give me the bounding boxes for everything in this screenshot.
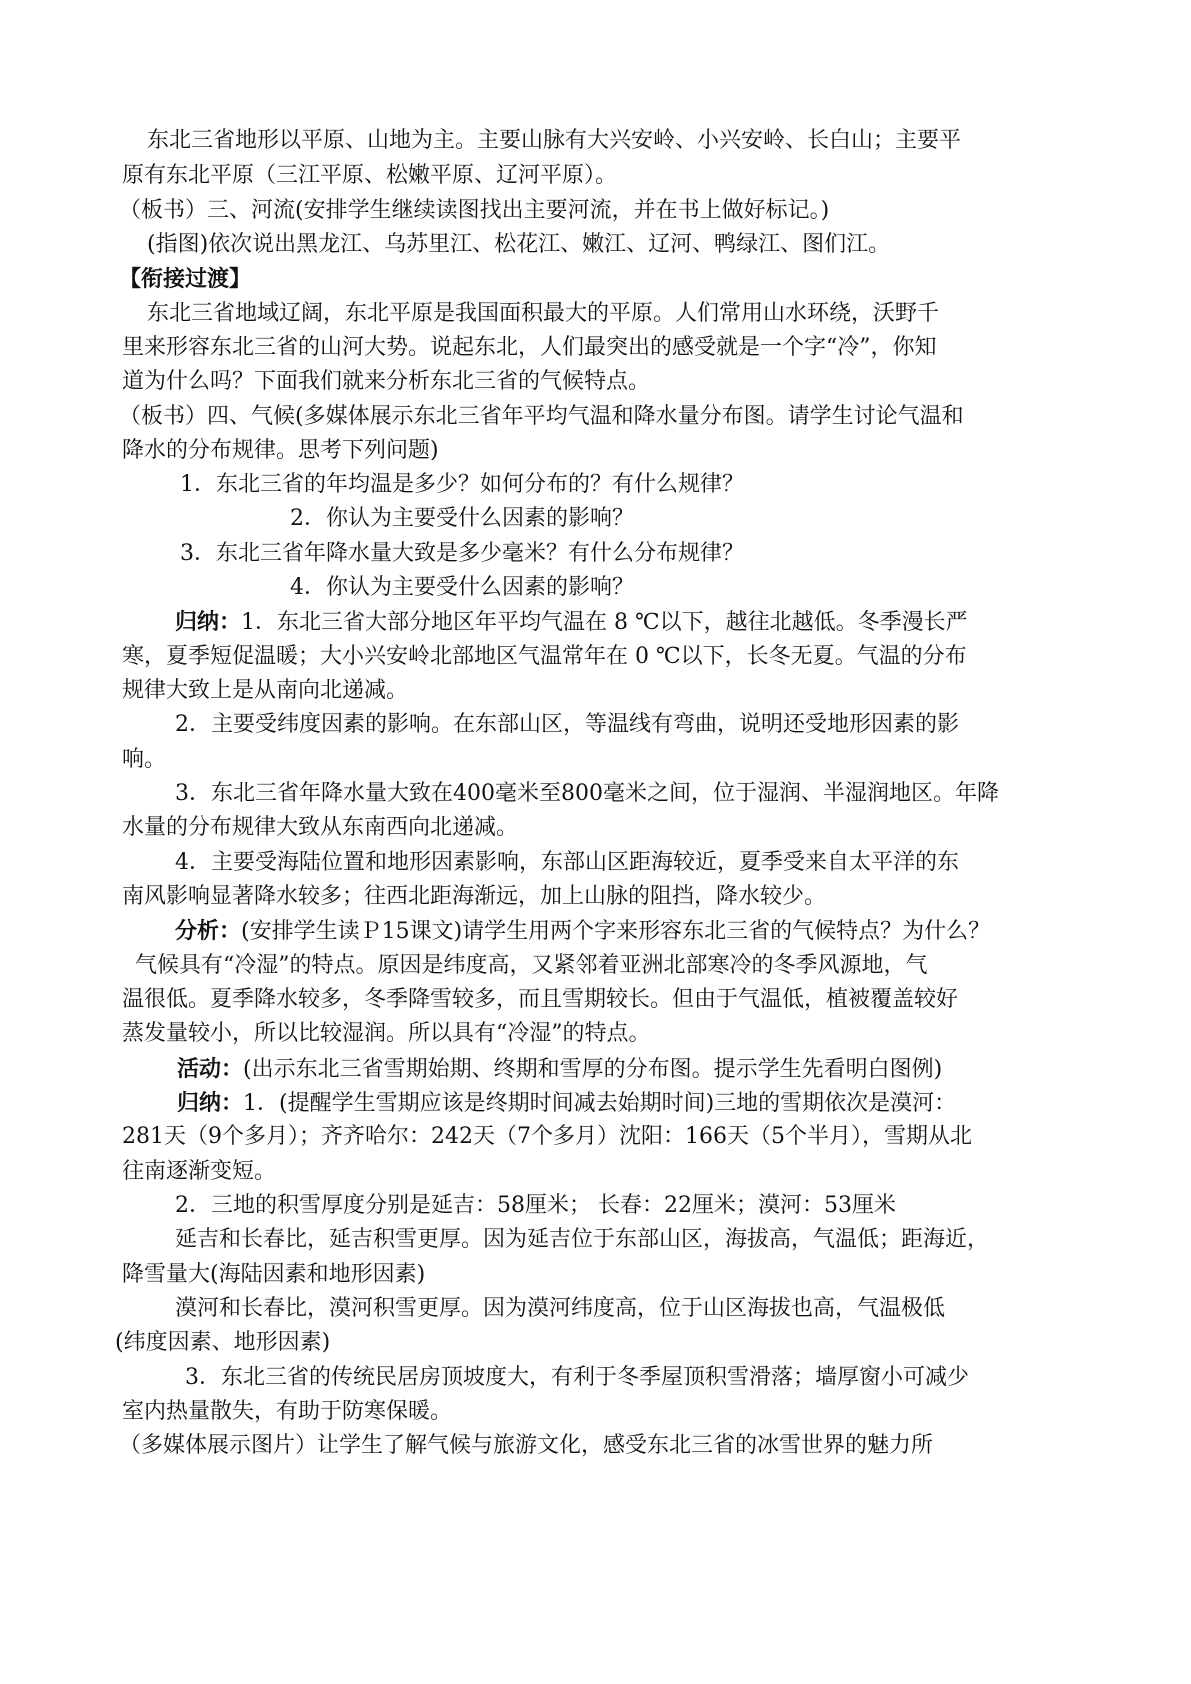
text-line: 归纳：1．(提醒学生雪期应该是终期时间减去始期时间)三地的雪期依次是漠河：	[177, 1090, 957, 1116]
text-line: 往南逐渐变短。	[122, 1159, 277, 1184]
text-line: 室内热量散失，有助于防寒保暖。	[122, 1399, 453, 1424]
text-line: （板书）三、河流(安排学生继续读图找出主要河流，并在书上做好标记。)	[119, 198, 830, 223]
text-line: 活动：(出示东北三省雪期始期、终期和雪厚的分布图。提示学生先看明白图例)	[177, 1056, 943, 1082]
section-heading: 【衔接过渡】	[119, 266, 252, 292]
text-line: 气候具有“冷湿”的特点。原因是纬度高，又紧邻着亚洲北部寒冷的冬季风源地，气	[135, 953, 928, 978]
text-line: 2．三地的积雪厚度分别是延吉：58厘米； 长春：22厘米；漠河：53厘米	[175, 1193, 896, 1218]
text-line: 降水的分布规律。思考下列问题)	[122, 438, 439, 463]
activity-label: 活动：	[177, 1056, 244, 1082]
text-line: (纬度因素、地形因素)	[115, 1330, 331, 1355]
text-line: 水量的分布规律大致从东南西向北递减。	[122, 815, 519, 840]
text-line: 281天（9个多月）；齐齐哈尔：242天（7个多月）沈阳：166天（5个半月），雪期从北	[122, 1124, 972, 1149]
question-item: 1．东北三省的年均温是多少？如何分布的？有什么规律？	[180, 472, 744, 497]
question-item: 2．你认为主要受什么因素的影响？	[290, 506, 634, 531]
text-line: 道为什么吗？下面我们就来分析东北三省的气候特点。	[122, 369, 651, 394]
summary-label: 归纳：	[177, 1090, 244, 1116]
text-line: 3．东北三省的传统民居房顶坡度大，有利于冬季屋顶积雪滑落；墙厚窗小可减少	[185, 1365, 969, 1390]
text-line: （多媒体展示图片）让学生了解气候与旅游文化，感受东北三省的冰雪世界的魅力所	[119, 1433, 934, 1458]
text-line: 原有东北平原（三江平原、松嫩平原、辽河平原）。	[122, 163, 618, 188]
text-line: 归纳：1．东北三省大部分地区年平均气温在 8 ℃以下，越往北越低。冬季漫长严	[175, 609, 968, 635]
text-line: （板书）四、气候(多媒体展示东北三省年平均气温和降水量分布图。请学生讨论气温和	[119, 404, 964, 429]
text-line: 温很低。夏季降水较多，冬季降雪较多，而且雪期较长。但由于气温低，植被覆盖较好	[122, 987, 959, 1012]
text-line: 漠河和长春比，漠河积雪更厚。因为漠河纬度高，位于山区海拔也高，气温极低	[175, 1296, 946, 1321]
analysis-label: 分析：	[175, 918, 242, 944]
question-item: 3．东北三省年降水量大致是多少毫米？有什么分布规律？	[180, 541, 744, 566]
text-line: 延吉和长春比，延吉积雪更厚。因为延吉位于东部山区，海拔高，气温低；距海近，	[175, 1227, 990, 1252]
text-line: 响。	[122, 747, 167, 772]
summary-label: 归纳：	[175, 609, 242, 635]
text-line: 东北三省地形以平原、山地为主。主要山脉有大兴安岭、小兴安岭、长白山；主要平	[147, 128, 962, 153]
text-line: 降雪量大(海陆因素和地形因素)	[122, 1262, 426, 1287]
text-line: 4．主要受海陆位置和地形因素影响，东部山区距海较近，夏季受来自太平洋的东	[175, 850, 959, 875]
text-line: 南风影响显著降水较多；往西北距海渐远，加上山脉的阻挡，降水较少。	[122, 884, 827, 909]
text-line: 里来形容东北三省的山河大势。说起东北，人们最突出的感受就是一个字“冷”，你知	[122, 335, 937, 360]
text-line: 东北三省地域辽阔，东北平原是我国面积最大的平原。人们常用山水环绕，沃野千	[147, 301, 940, 326]
question-item: 4．你认为主要受什么因素的影响？	[290, 575, 634, 600]
text-line: (指图)依次说出黑龙江、乌苏里江、松花江、嫩江、辽河、鸭绿江、图们江。	[147, 232, 891, 257]
text-line: 3．东北三省年降水量大致在400毫米至800毫米之间，位于湿润、半湿润地区。年降	[175, 781, 999, 806]
text-line: 蒸发量较小，所以比较湿润。所以具有“冷湿”的特点。	[122, 1021, 651, 1046]
text-line: 分析：(安排学生读Ｐ15课文)请学生用两个字来形容东北三省的气候特点？为什么？	[175, 918, 991, 944]
text-line: 规律大致上是从南向北递减。	[122, 678, 409, 703]
text-line: 寒，夏季短促温暖；大小兴安岭北部地区气温常年在 0 ℃以下，长冬无夏。气温的分布	[122, 644, 967, 669]
text-line: 2．主要受纬度因素的影响。在东部山区，等温线有弯曲，说明还受地形因素的影	[175, 712, 959, 737]
